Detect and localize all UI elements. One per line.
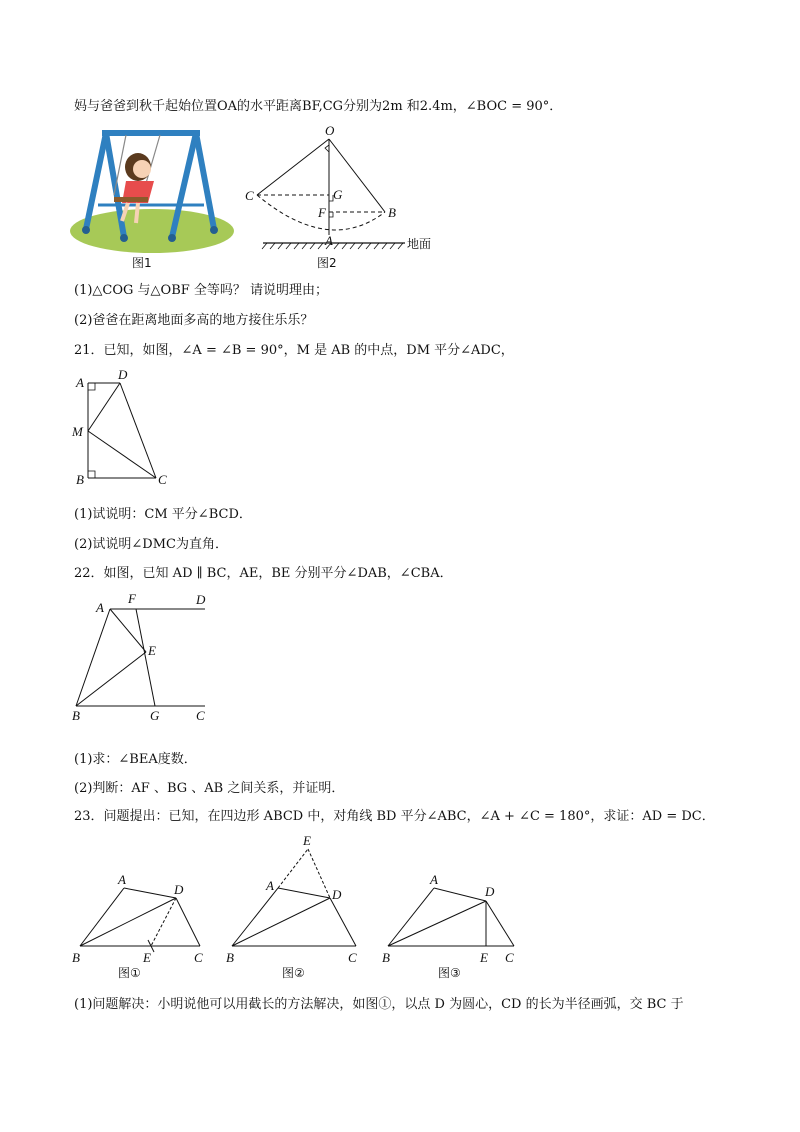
q23-f1-label-E: E xyxy=(143,950,151,965)
q22-part2: (2)判断：AF 、BG 、AB 之间关系，并证明． xyxy=(74,781,345,796)
q23-figure-3 xyxy=(378,870,528,980)
q22-label-G: G xyxy=(150,708,160,723)
label-O: O xyxy=(325,123,335,138)
q23-part1: (1)问题解决：小明说他可以用截长的方法解决，如图①，以点 D 为圆心，CD 的长为半径画弧，交 BC 于 xyxy=(74,997,684,1012)
label-G: G xyxy=(333,187,343,202)
swing-illustration xyxy=(68,125,238,270)
q23-f3-label-B: B xyxy=(382,950,390,965)
q23-f1-label-A: A xyxy=(118,872,126,887)
q22-label-A: A xyxy=(96,600,104,615)
q23-figure-1 xyxy=(68,870,218,980)
q22-label-F: F xyxy=(128,591,136,606)
label-C: C xyxy=(245,188,254,203)
caption-fig2: 图2 xyxy=(317,256,337,270)
q23-f3-label-D: D xyxy=(485,884,495,899)
q23-figure-2 xyxy=(222,835,372,980)
q23-caption-fig3: 图③ xyxy=(438,966,461,980)
intro-line: 妈与爸爸到秋千起始位置OA的水平距离BF,CG分别为2m 和2.4m，∠BOC = 90°． xyxy=(74,99,563,114)
q21-label-B: B xyxy=(76,472,84,487)
q23-f2-label-C: C xyxy=(348,950,357,965)
q23-f1-label-C: C xyxy=(194,950,203,965)
q22-stem: 22．如图，已知 AD ∥ BC，AE，BE 分别平分∠DAB，∠CBA． xyxy=(74,566,453,581)
q22-label-D: D xyxy=(196,592,206,607)
q23-caption-fig1: 图① xyxy=(118,966,141,980)
swing-geometry-figure xyxy=(245,125,445,270)
q23-f3-label-E: E xyxy=(480,950,488,965)
q22-label-E: E xyxy=(148,643,156,658)
q22-part1: (1)求：∠BEA度数． xyxy=(74,752,197,767)
q23-f2-label-B: B xyxy=(226,950,234,965)
caption-fig1: 图1 xyxy=(132,256,152,270)
q21-label-D: D xyxy=(118,367,128,382)
q23-f2-label-A: A xyxy=(266,878,274,893)
label-F: F xyxy=(318,205,326,220)
q23-caption-fig2: 图② xyxy=(282,966,305,980)
q23-f3-label-A: A xyxy=(430,872,438,887)
q20-part2: (2)爸爸在距离地面多高的地方接住乐乐？ xyxy=(74,313,314,328)
q21-stem: 21．已知，如图，∠A = ∠B = 90°，M 是 AB 的中点，DM 平分∠ADC， xyxy=(74,343,514,358)
q22-label-B: B xyxy=(72,708,80,723)
q23-stem: 23．问题提出：已知，在四边形 ABCD 中，对角线 BD 平分∠ABC，∠A + ∠C = 180°，求证：AD = DC． xyxy=(74,809,715,824)
q21-label-C: C xyxy=(158,472,167,487)
q21-part2: (2)试说明∠DMC为直角． xyxy=(74,537,228,552)
q23-f1-label-B: B xyxy=(72,950,80,965)
q21-figure xyxy=(70,368,190,490)
label-A: A xyxy=(325,233,333,248)
q20-part1: (1)△COG 与△OBF 全等吗？ 请说明理由； xyxy=(74,283,329,298)
q22-figure xyxy=(70,590,220,725)
q21-label-M: M xyxy=(72,424,83,439)
q21-label-A: A xyxy=(76,375,84,390)
q23-f3-label-C: C xyxy=(505,950,514,965)
label-B: B xyxy=(388,205,396,220)
q23-f2-label-E: E xyxy=(303,833,311,848)
q22-label-C: C xyxy=(196,708,205,723)
q21-part1: (1)试说明：CM 平分∠BCD． xyxy=(74,507,252,522)
q23-f1-label-D: D xyxy=(174,882,184,897)
q23-f2-label-D: D xyxy=(332,887,342,902)
ground-label: 地面 xyxy=(407,237,432,251)
